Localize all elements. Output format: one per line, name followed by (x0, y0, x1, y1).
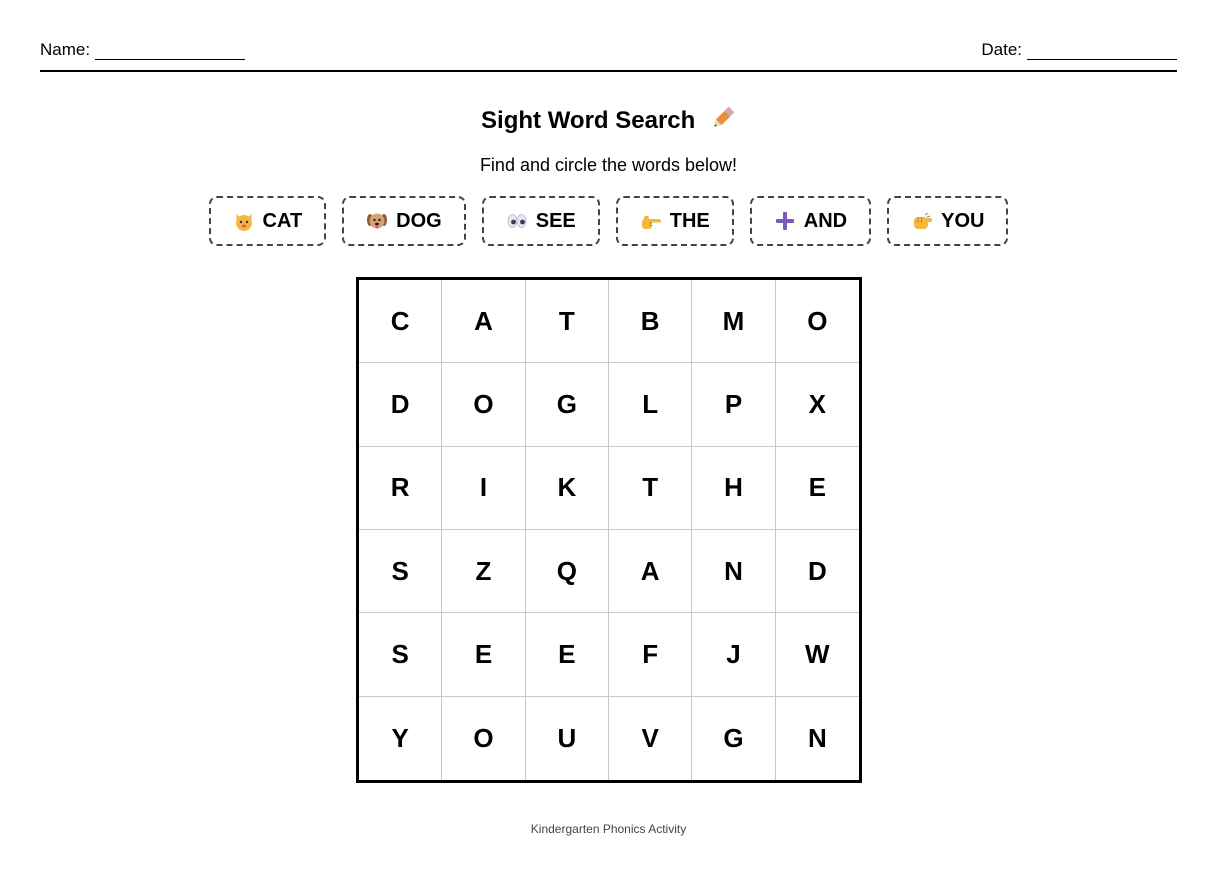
grid-cell-r1-c5[interactable]: M (692, 280, 775, 363)
dog-face-icon (366, 210, 388, 232)
eyes-icon (506, 210, 528, 232)
worksheet-header (40, 36, 1177, 72)
word-chip-label: YOU (941, 209, 985, 232)
grid-cell-r2-c4[interactable]: L (609, 363, 692, 446)
grid-cell-r5-c5[interactable]: J (692, 613, 775, 696)
pointing-hand-icon (640, 210, 662, 232)
word-chip-the (616, 196, 734, 246)
grid-cell-r6-c6[interactable]: N (807, 722, 827, 753)
grid-cell-r3-c5[interactable]: H (692, 447, 775, 530)
grid-cell-r2-c3[interactable]: G (526, 363, 609, 446)
word-chip-and (750, 196, 871, 246)
grid-cell-r4-c4[interactable]: A (609, 530, 692, 613)
grid-cell-r4-c1[interactable]: S (359, 530, 442, 613)
grid-cell-r5-c3[interactable]: E (526, 613, 609, 696)
grid-cell-r2-c6[interactable]: X (776, 363, 859, 446)
pencil-icon (710, 105, 736, 138)
name-blank-line[interactable] (95, 45, 245, 60)
date-label: Date: (981, 40, 1022, 59)
grid-cell-r6-c1[interactable]: Y (359, 697, 442, 780)
grid-cell-r4-c6[interactable]: D (776, 530, 859, 613)
grid-cell-r3-c3[interactable]: K (526, 447, 609, 530)
word-chip-dog (342, 196, 466, 246)
word-chip-label: THE (669, 209, 710, 232)
grid-cell-r2-c5[interactable]: P (692, 363, 775, 446)
grid-cell-r1-c3[interactable]: T (526, 280, 609, 363)
word-chip-label: SEE (535, 209, 576, 232)
word-chip-label: DOG (396, 209, 442, 232)
page-title-text: Sight Word Search (481, 106, 696, 134)
word-chip-you (887, 196, 1008, 246)
grid-cell-r6-c4[interactable]: V (609, 697, 692, 780)
grid-cell-r3-c4[interactable]: T (609, 447, 692, 530)
date-field (981, 40, 1177, 60)
grid-cell-r5-c4[interactable]: F (609, 613, 692, 696)
grid-cell-r5-c6[interactable]: W (776, 613, 859, 696)
cat-face-icon (233, 210, 255, 232)
instructions: Find and circle the words below! (479, 155, 738, 175)
word-chip-see (482, 196, 600, 246)
grid-cell-r1-c4[interactable]: B (609, 280, 692, 363)
grid-cell-r5-c2[interactable]: E (442, 613, 525, 696)
name-label: Name: (40, 40, 91, 59)
grid-cell-r3-c6[interactable]: E (776, 447, 859, 530)
grid-cell-r6-c2[interactable]: O (442, 697, 525, 780)
word-chip-label: CAT (262, 209, 303, 232)
grid-cell-r1-c6[interactable]: O (776, 280, 859, 363)
letter-grid (356, 277, 862, 783)
grid-cell-r1-c1[interactable]: C (359, 280, 442, 363)
fist-bump-icon (911, 210, 933, 232)
grid-cell-r5-c1[interactable]: S (359, 613, 442, 696)
name-field (40, 40, 245, 60)
grid-cell-r3-c2[interactable]: I (442, 447, 525, 530)
grid-cell-r6-c3[interactable]: U (526, 697, 609, 780)
grid-cell-r1-c2[interactable]: A (442, 280, 525, 363)
grid-cell-r6-c5[interactable]: G (692, 697, 775, 780)
grid-cell-r4-c3[interactable]: Q (526, 530, 609, 613)
word-chip-cat (209, 196, 327, 246)
footer-caption: Kindergarten Phonics Activity (530, 822, 687, 836)
grid-cell-r4-c2[interactable]: Z (442, 530, 525, 613)
plus-icon (774, 210, 796, 232)
date-blank-line[interactable] (1027, 45, 1177, 60)
grid-cell-r2-c2[interactable]: O (442, 363, 525, 446)
word-bank (0, 196, 1217, 246)
grid-cell-r3-c1[interactable]: R (359, 447, 442, 530)
page-title (0, 105, 1217, 138)
grid-cell-r4-c5[interactable]: N (692, 530, 775, 613)
word-chip-label: AND (803, 209, 848, 232)
grid-cell-r2-c1[interactable]: D (359, 363, 442, 446)
